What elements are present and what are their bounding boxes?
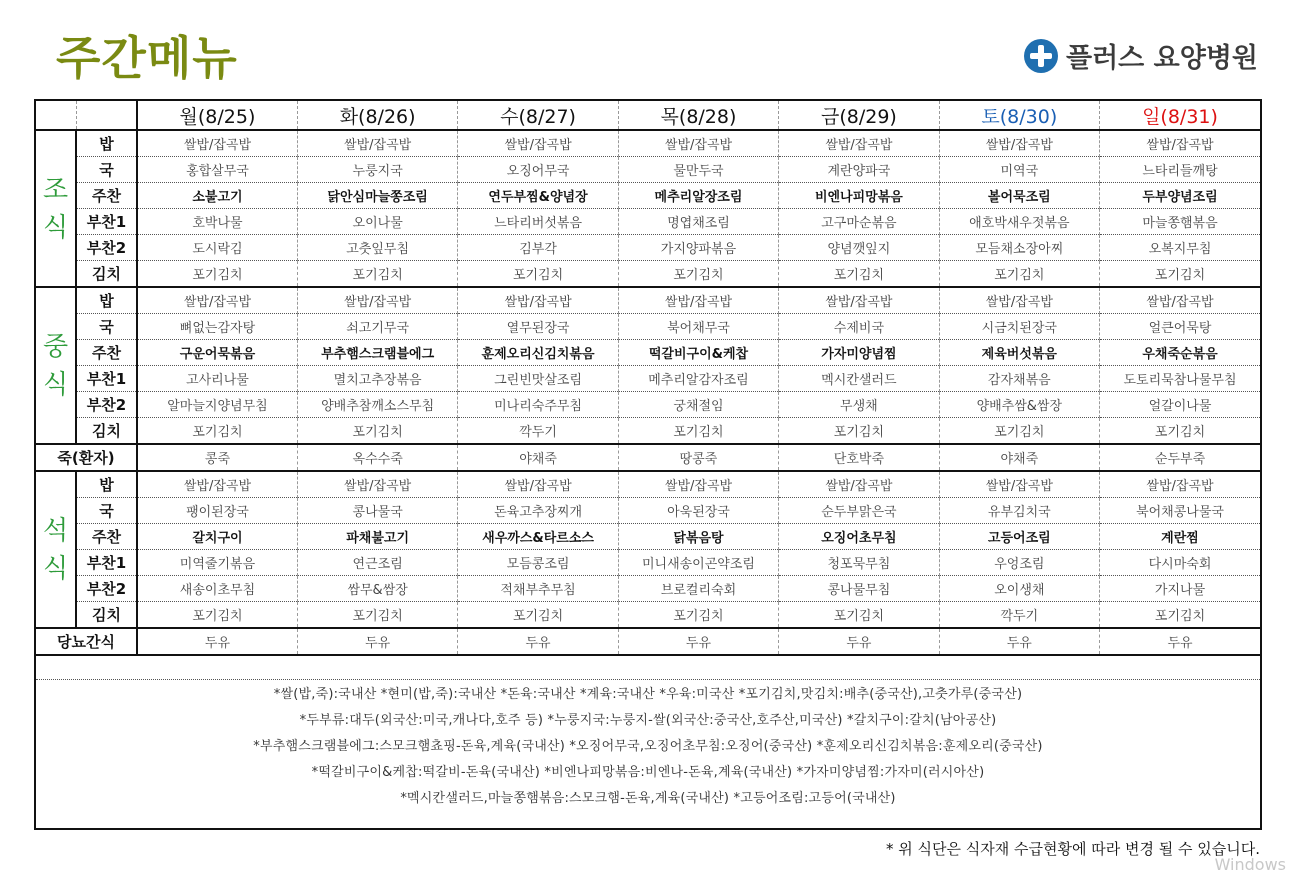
menu-item: 북어채무국: [618, 314, 778, 340]
menu-row: [36, 157, 1260, 183]
origin-note-line: *두부류:대두(외국산:미국,캐나다,호주 등) *누룽지국:누룽지-쌀(외국산:중국산,호주산,미국산) *갈치구이:갈치(남아공산): [299, 713, 997, 728]
menu-row: [36, 314, 1260, 340]
menu-item: 마늘쫑햄볶음: [1100, 209, 1260, 235]
menu-row: [36, 576, 1260, 602]
menu-row: [36, 209, 1260, 235]
menu-item: 가자미양념찜: [779, 340, 939, 366]
day-header: 목(8/28): [618, 101, 778, 130]
menu-item: 도토리묵참나물무침: [1100, 366, 1260, 392]
menu-item: 두유: [137, 628, 297, 655]
menu-item: 쌀밥/잡곡밥: [137, 287, 297, 314]
menu-item: 쌀밥/잡곡밥: [939, 471, 1099, 498]
day-header: 월(8/25): [137, 101, 297, 130]
menu-item: 비엔나피망볶음: [779, 183, 939, 209]
origin-notes: [36, 679, 1260, 812]
category-label: 김치: [76, 418, 137, 445]
menu-item: 시금치된장국: [939, 314, 1099, 340]
menu-item: 소불고기: [137, 183, 297, 209]
menu-item: 포기김치: [618, 261, 778, 288]
menu-item: 닭볶음탕: [618, 524, 778, 550]
category-label: 김치: [76, 261, 137, 288]
menu-item: 쌀밥/잡곡밥: [297, 130, 457, 157]
menu-item: 쌈무&쌈장: [297, 576, 457, 602]
category-label: 죽(환자): [36, 444, 137, 471]
menu-item: 그린빈맛살조림: [458, 366, 618, 392]
day-header: 수(8/27): [458, 101, 618, 130]
menu-item: 오이나물: [297, 209, 457, 235]
category-label: 국: [76, 498, 137, 524]
menu-item: 포기김치: [779, 602, 939, 629]
menu-item: 알마늘지양념무침: [137, 392, 297, 418]
menu-row: [36, 183, 1260, 209]
menu-item: 구운어묵볶음: [137, 340, 297, 366]
origin-note-line: *쌀(밥,죽):국내산 *현미(밥,죽):국내산 *돈육:국내산 *계육:국내산 *우육:미국산 *포기김치,맛김치:배추(중국산),고춧가루(중국산): [273, 687, 1023, 702]
menu-item: 브로컬리숙회: [618, 576, 778, 602]
menu-item: 쌀밥/잡곡밥: [297, 471, 457, 498]
menu-item: 물만두국: [618, 157, 778, 183]
menu-item: 두유: [779, 628, 939, 655]
page-title: 주간메뉴: [56, 31, 238, 85]
menu-item: 깍두기: [939, 602, 1099, 629]
menu-item: 청포묵무침: [779, 550, 939, 576]
menu-item: 멕시칸샐러드: [779, 366, 939, 392]
origin-note-line: *멕시칸샐러드,마늘쫑햄볶음:스모크햄-돈육,계육(국내산) *고등어조림:고등어(국내산): [400, 791, 896, 806]
menu-item: 포기김치: [137, 261, 297, 288]
menu-item: 포기김치: [297, 602, 457, 629]
meal-label: [36, 130, 76, 287]
menu-row: [36, 524, 1260, 550]
menu-item: 쌀밥/잡곡밥: [137, 471, 297, 498]
menu-item: 갈치구이: [137, 524, 297, 550]
menu-item: 쌀밥/잡곡밥: [458, 130, 618, 157]
menu-row: [36, 366, 1260, 392]
category-label: 부찬1: [76, 366, 137, 392]
hospital-name: 플러스 요양병원: [1066, 43, 1258, 74]
menu-item: 애호박새우젓볶음: [939, 209, 1099, 235]
menu-item: 쌀밥/잡곡밥: [1100, 471, 1260, 498]
menu-item: 깍두기: [458, 418, 618, 445]
menu-item: 두유: [458, 628, 618, 655]
menu-item: 쇠고기무국: [297, 314, 457, 340]
menu-item: 쌀밥/잡곡밥: [939, 130, 1099, 157]
menu-item: 다시마숙회: [1100, 550, 1260, 576]
menu-item: 순두부맑은국: [779, 498, 939, 524]
weekly-menu-frame: [34, 99, 1262, 830]
menu-item: 콩죽: [137, 444, 297, 471]
menu-item: 파채불고기: [297, 524, 457, 550]
menu-item: 열무된장국: [458, 314, 618, 340]
menu-item: 무생채: [779, 392, 939, 418]
category-label: 부찬2: [76, 392, 137, 418]
header-blank: [36, 101, 76, 130]
menu-row: [36, 340, 1260, 366]
menu-item: 메추리알장조림: [618, 183, 778, 209]
menu-item: 땅콩죽: [618, 444, 778, 471]
category-label: 부찬1: [76, 209, 137, 235]
menu-item: 오징어초무침: [779, 524, 939, 550]
menu-item: 도시락김: [137, 235, 297, 261]
category-label: 주찬: [76, 524, 137, 550]
menu-item: 미역줄기볶음: [137, 550, 297, 576]
menu-row: [36, 130, 1260, 157]
menu-item: 연두부찜&양념장: [458, 183, 618, 209]
menu-item: 홍합살무국: [137, 157, 297, 183]
menu-item: 적채부추무침: [458, 576, 618, 602]
category-label: 부찬2: [76, 235, 137, 261]
menu-item: 야채죽: [939, 444, 1099, 471]
menu-item: 두유: [1100, 628, 1260, 655]
menu-row: [36, 550, 1260, 576]
menu-item: 쌀밥/잡곡밥: [1100, 130, 1260, 157]
menu-row: [36, 498, 1260, 524]
menu-item: 양배추쌈&쌈장: [939, 392, 1099, 418]
menu-item: 누룽지국: [297, 157, 457, 183]
menu-item: 계란양파국: [779, 157, 939, 183]
change-notice: * 위 식단은 식자재 수급현황에 따라 변경 될 수 있습니다.: [886, 840, 1260, 858]
menu-item: 미역국: [939, 157, 1099, 183]
menu-item: 포기김치: [1100, 418, 1260, 445]
menu-item: 북어채콩나물국: [1100, 498, 1260, 524]
category-label: 국: [76, 157, 137, 183]
category-label: 주찬: [76, 340, 137, 366]
menu-item: 포기김치: [458, 602, 618, 629]
menu-item: 아욱된장국: [618, 498, 778, 524]
menu-item: 얼큰어묵탕: [1100, 314, 1260, 340]
category-label: 주찬: [76, 183, 137, 209]
menu-row: [36, 261, 1260, 288]
menu-item: 양배추참깨소스무침: [297, 392, 457, 418]
menu-item: 포기김치: [618, 418, 778, 445]
meal-label-text: 석식: [42, 515, 69, 584]
menu-item: 포기김치: [458, 261, 618, 288]
day-header: 토(8/30): [939, 101, 1099, 130]
menu-item: 포기김치: [779, 418, 939, 445]
menu-item: 명엽채조림: [618, 209, 778, 235]
menu-item: 오이생채: [939, 576, 1099, 602]
menu-item: 가지양파볶음: [618, 235, 778, 261]
menu-item: 포기김치: [618, 602, 778, 629]
menu-item: 쌀밥/잡곡밥: [618, 287, 778, 314]
menu-item: 포기김치: [779, 261, 939, 288]
menu-row: [36, 628, 1260, 655]
day-header: 화(8/26): [297, 101, 457, 130]
menu-item: 두유: [297, 628, 457, 655]
category-label: 밥: [76, 130, 137, 157]
menu-item: 두유: [618, 628, 778, 655]
menu-item: 새우까스&타르소스: [458, 524, 618, 550]
menu-item: 오복지무침: [1100, 235, 1260, 261]
weekly-menu-table: [36, 101, 1260, 656]
menu-item: 김부각: [458, 235, 618, 261]
menu-item: 볼어묵조림: [939, 183, 1099, 209]
menu-item: 팽이된장국: [137, 498, 297, 524]
menu-item: 메추리알감자조림: [618, 366, 778, 392]
menu-item: 부추햄스크램블에그: [297, 340, 457, 366]
menu-item: 포기김치: [137, 602, 297, 629]
menu-item: 제육버섯볶음: [939, 340, 1099, 366]
menu-item: 미나리숙주무침: [458, 392, 618, 418]
plus-circle-icon: [1024, 39, 1058, 73]
menu-item: 수제비국: [779, 314, 939, 340]
menu-item: 쌀밥/잡곡밥: [618, 471, 778, 498]
menu-item: 쌀밥/잡곡밥: [779, 287, 939, 314]
menu-item: 새송이초무침: [137, 576, 297, 602]
menu-item: 궁채절임: [618, 392, 778, 418]
menu-item: 쌀밥/잡곡밥: [297, 287, 457, 314]
menu-item: 오징어무국: [458, 157, 618, 183]
menu-item: 포기김치: [1100, 602, 1260, 629]
category-label: 김치: [76, 602, 137, 629]
menu-item: 닭안심마늘쫑조림: [297, 183, 457, 209]
category-label: 부찬1: [76, 550, 137, 576]
menu-item: 양념깻잎지: [779, 235, 939, 261]
menu-item: 고춧잎무침: [297, 235, 457, 261]
menu-item: 두유: [939, 628, 1099, 655]
menu-item: 쌀밥/잡곡밥: [137, 130, 297, 157]
menu-item: 뼈없는감자탕: [137, 314, 297, 340]
menu-item: 포기김치: [939, 261, 1099, 288]
menu-item: 우채죽순볶음: [1100, 340, 1260, 366]
category-label: 밥: [76, 471, 137, 498]
menu-item: 떡갈비구이&케찹: [618, 340, 778, 366]
menu-item: 미니새송이곤약조림: [618, 550, 778, 576]
menu-item: 감자채볶음: [939, 366, 1099, 392]
menu-row: [36, 287, 1260, 314]
meal-label: [36, 471, 76, 628]
menu-item: 유부김치국: [939, 498, 1099, 524]
hospital-brand: [1024, 36, 1258, 75]
menu-item: 순두부죽: [1100, 444, 1260, 471]
menu-item: 우엉조림: [939, 550, 1099, 576]
menu-item: 느타리버섯볶음: [458, 209, 618, 235]
menu-item: 가지나물: [1100, 576, 1260, 602]
menu-item: 옥수수죽: [297, 444, 457, 471]
menu-item: 느타리들깨탕: [1100, 157, 1260, 183]
category-label: 밥: [76, 287, 137, 314]
menu-row: [36, 471, 1260, 498]
menu-item: 콩나물무침: [779, 576, 939, 602]
menu-item: 단호박죽: [779, 444, 939, 471]
menu-item: 모듬콩조림: [458, 550, 618, 576]
menu-item: 포기김치: [297, 261, 457, 288]
menu-row: [36, 235, 1260, 261]
category-label: 국: [76, 314, 137, 340]
menu-item: 훈제오리신김치볶음: [458, 340, 618, 366]
menu-item: 쌀밥/잡곡밥: [779, 130, 939, 157]
menu-item: 쌀밥/잡곡밥: [779, 471, 939, 498]
day-header: 금(8/29): [779, 101, 939, 130]
menu-item: 계란찜: [1100, 524, 1260, 550]
meal-label-text: 중식: [42, 331, 69, 400]
origin-note-line: *떡갈비구이&케찹:떡갈비-돈육(국내산) *비엔나피망볶음:비엔나-돈육,계육(국내산) *가자미양념찜:가자미(러시아산): [311, 765, 985, 780]
menu-row: [36, 392, 1260, 418]
windows-watermark: Windows: [1214, 855, 1286, 874]
meal-label: [36, 287, 76, 444]
category-label: 당뇨간식: [36, 628, 137, 655]
header-blank: [76, 101, 137, 130]
menu-item: 포기김치: [297, 418, 457, 445]
menu-item: 돈육고추장찌개: [458, 498, 618, 524]
menu-item: 쌀밥/잡곡밥: [1100, 287, 1260, 314]
menu-item: 콩나물국: [297, 498, 457, 524]
menu-item: 포기김치: [1100, 261, 1260, 288]
menu-row: [36, 418, 1260, 445]
menu-item: 쌀밥/잡곡밥: [618, 130, 778, 157]
menu-item: 호박나물: [137, 209, 297, 235]
menu-item: 포기김치: [137, 418, 297, 445]
meal-label-text: 조식: [42, 174, 69, 243]
menu-item: 고등어조림: [939, 524, 1099, 550]
day-header-row: [36, 101, 1260, 130]
menu-item: 얼갈이나물: [1100, 392, 1260, 418]
menu-row: [36, 602, 1260, 629]
menu-item: 쌀밥/잡곡밥: [458, 287, 618, 314]
origin-note-line: *부추햄스크램블에그:스모크햄쵸핑-돈육,계육(국내산) *오징어무국,오징어초무침:오징어(중국산) *훈제오리신김치볶음:훈제오리(중국산): [253, 739, 1043, 754]
menu-item: 포기김치: [939, 418, 1099, 445]
menu-item: 고사리나물: [137, 366, 297, 392]
day-header: 일(8/31): [1100, 101, 1260, 130]
menu-item: 쌀밥/잡곡밥: [939, 287, 1099, 314]
menu-item: 모듬채소장아찌: [939, 235, 1099, 261]
menu-item: 고구마순볶음: [779, 209, 939, 235]
menu-item: 야채죽: [458, 444, 618, 471]
menu-item: 멸치고추장볶음: [297, 366, 457, 392]
category-label: 부찬2: [76, 576, 137, 602]
menu-item: 쌀밥/잡곡밥: [458, 471, 618, 498]
menu-row: [36, 444, 1260, 471]
menu-item: 연근조림: [297, 550, 457, 576]
menu-item: 두부양념조림: [1100, 183, 1260, 209]
